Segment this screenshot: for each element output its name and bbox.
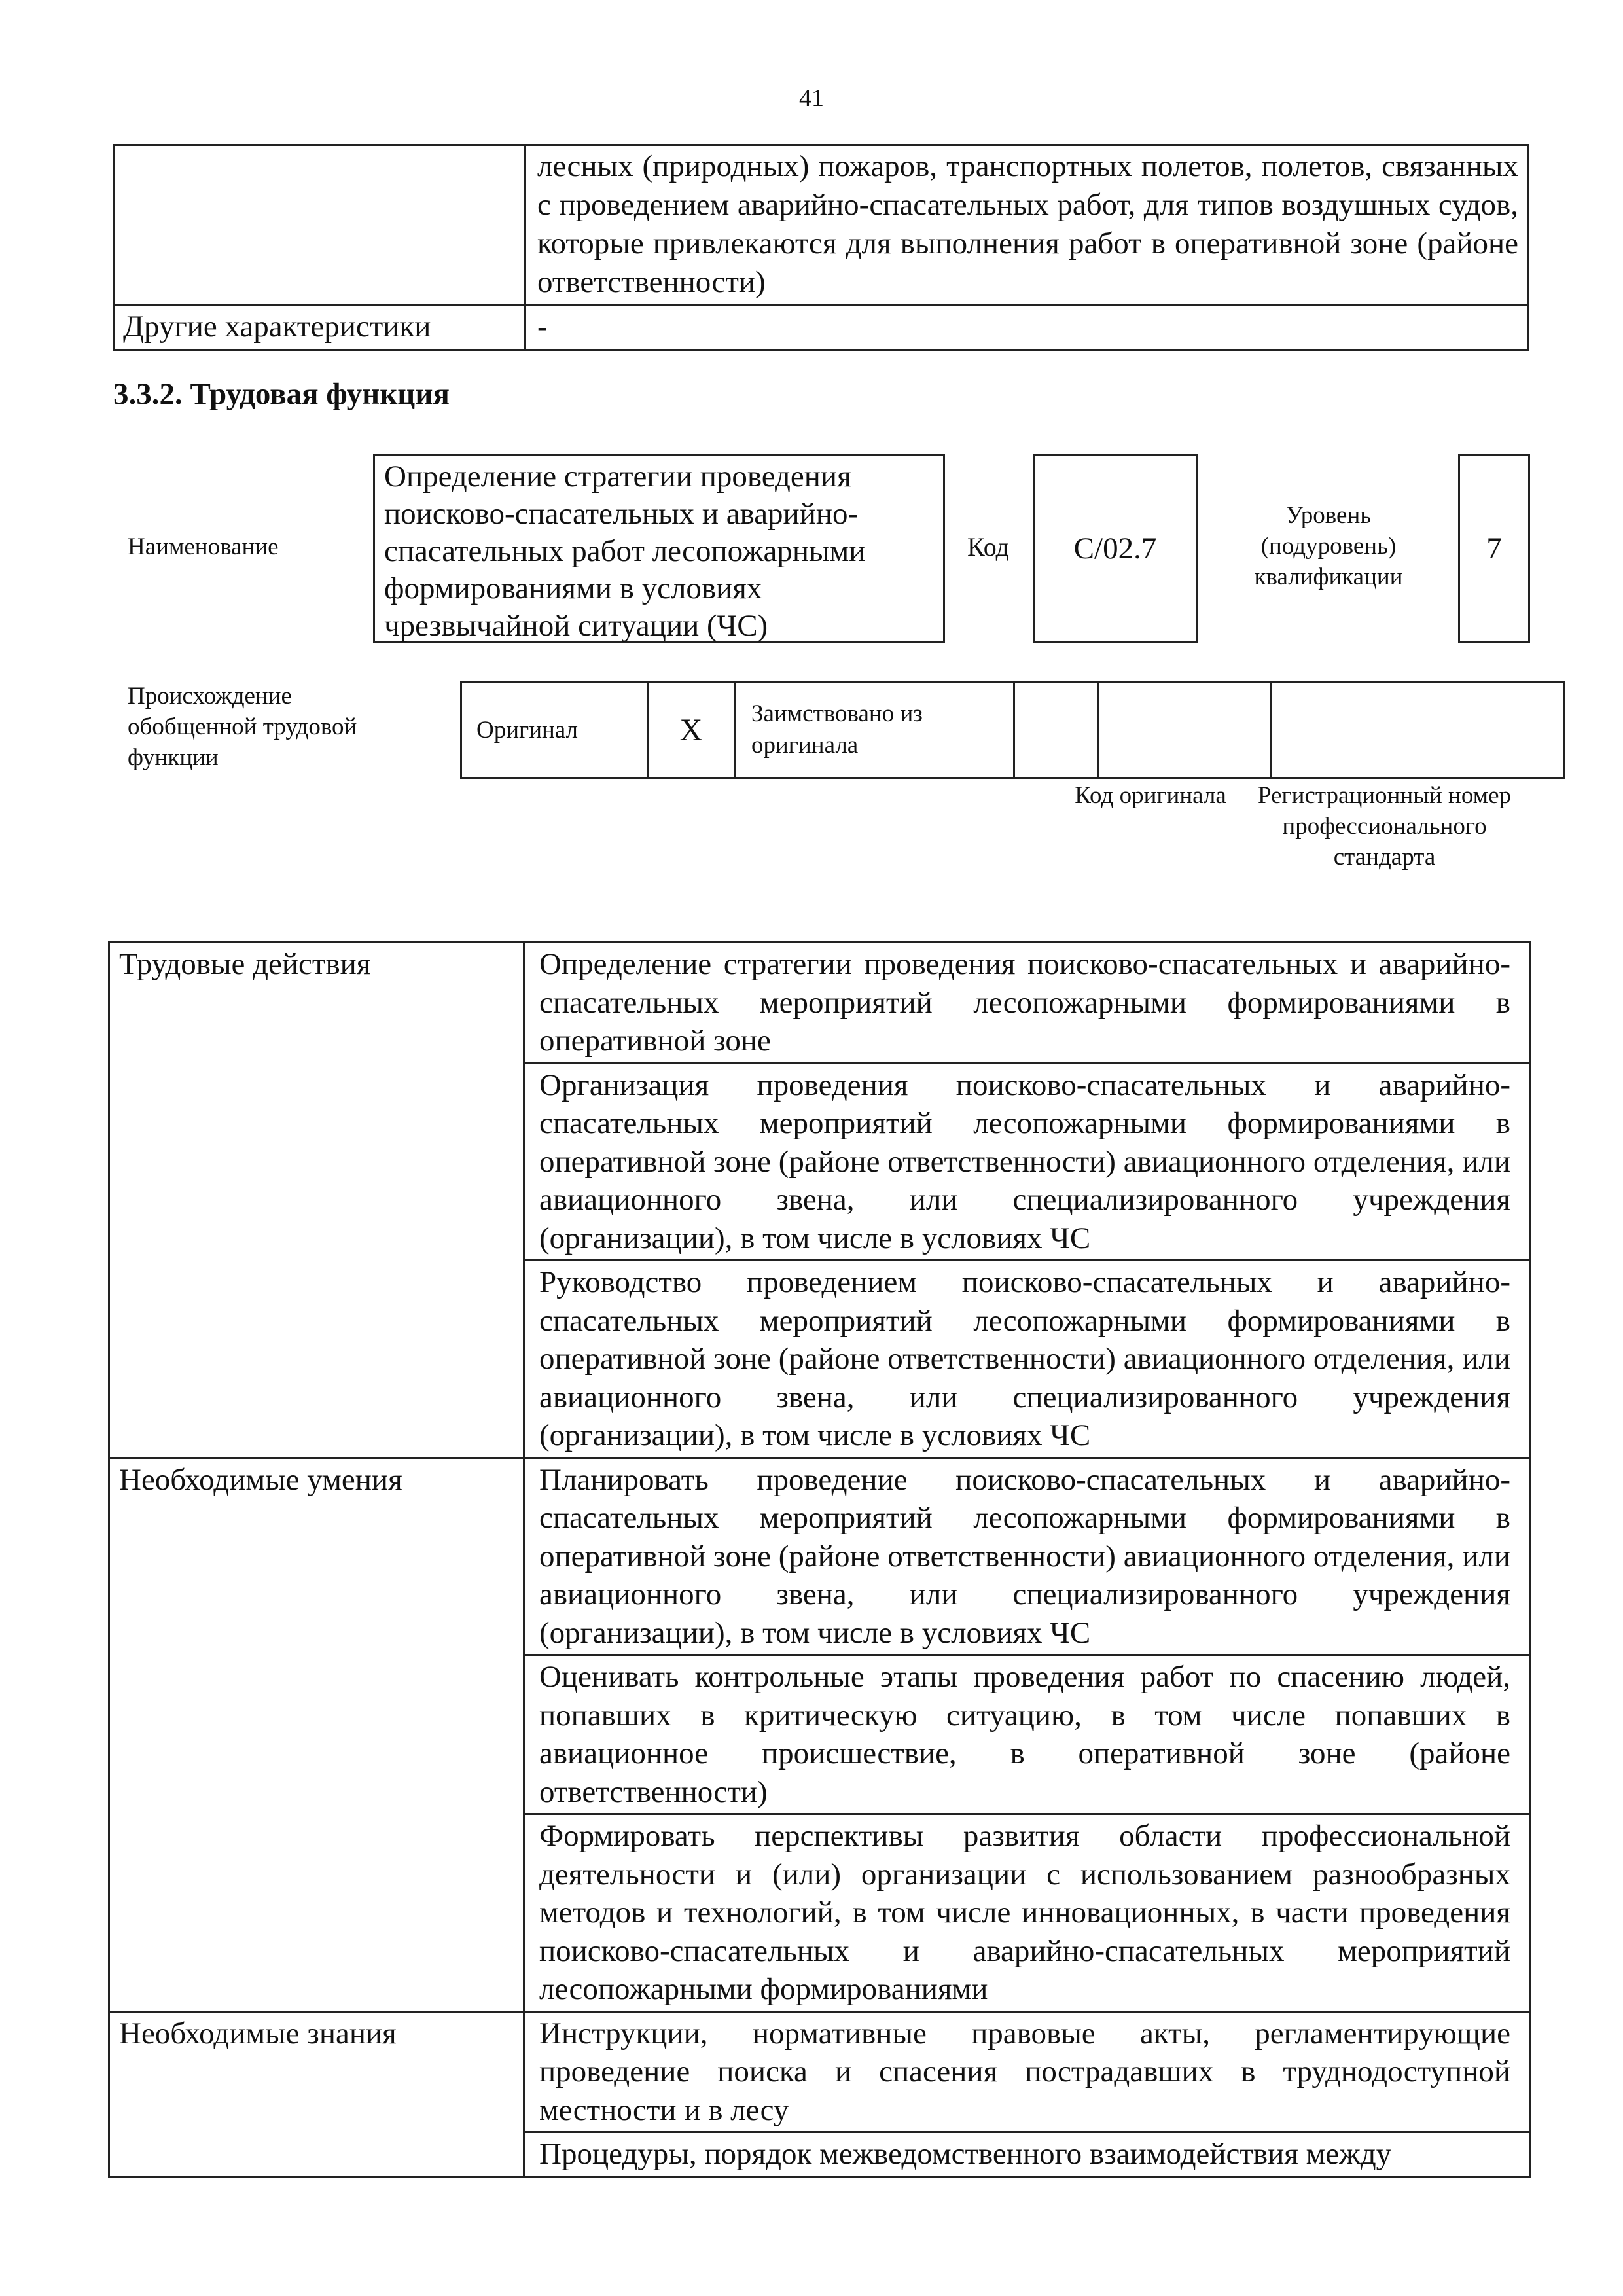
required-skill-item: Формировать перспективы развития области профессиональной деятельности и (или) организации с использованием разнообразных методов и технологий, в том числе инновационных, в части проведения поисково-спасательных и аварийно-спасательных мероприятий лесопожарными формированиями xyxy=(524,1814,1530,2012)
other-characteristics-value: - xyxy=(525,306,1529,350)
labor-action-item: Организация проведения поисково-спасательных и аварийно-спасательных мероприятий лесопожарными формированиями в оперативной зоне (районе ответственности) авиационного отделения, или авиационного звена, или специализированного учреждения (организации), в том числе в условиях ЧС xyxy=(524,1063,1530,1261)
table-row xyxy=(109,1458,1530,1655)
required-knowledge-item: Процедуры, порядок межведомственного взаимодействия между xyxy=(524,2132,1530,2177)
table-row xyxy=(115,145,1529,306)
empty-cell xyxy=(115,145,525,306)
function-code-box: C/02.7 xyxy=(1033,454,1198,643)
registration-number-caption: Регистрационный номер профессионального стандарта xyxy=(1257,782,1511,870)
labor-action-item: Руководство проведением поисково-спасательных и аварийно-спасательных мероприятий лесопожарными формированиями в оперативной зоне (районе ответственности) авиационного отделения, или авиационного звена, или специализированного учреждения (организации), в том числе в условиях ЧС xyxy=(524,1261,1530,1458)
name-label: Наименование xyxy=(128,533,279,560)
required-skills-label: Необходимые умения xyxy=(109,1458,524,2011)
page-number: 41 xyxy=(799,84,824,112)
function-name-box: Определение стратегии проведения поисково-спасательных и аварийно-спасательных работ лесопожарными формированиями в условиях чрезвычайной ситуации (ЧС) xyxy=(373,454,945,643)
table-row xyxy=(461,682,1565,778)
table-row xyxy=(109,2011,1530,2132)
registration-number-cell xyxy=(1272,682,1565,778)
required-skill-item: Оценивать контрольные этапы проведения работ по спасению людей, попавших в критическую ситуацию, в том числе попавших в авиационное происшествие, в оперативной зоне (районе ответственности) xyxy=(524,1655,1530,1814)
function-details-table xyxy=(108,941,1531,2178)
labor-actions-label: Трудовые действия xyxy=(109,942,524,1458)
qualification-level-box: 7 xyxy=(1458,454,1530,643)
borrowed-label: Заимствовано из оригинала xyxy=(735,682,1014,778)
continuation-table xyxy=(113,144,1529,351)
original-code-caption: Код оригинала xyxy=(1075,782,1226,809)
table-row xyxy=(115,306,1529,350)
other-characteristics-label: Другие характеристики xyxy=(115,306,525,350)
code-label: Код xyxy=(967,532,1009,562)
origin-label: Происхождение обобщенной трудовой функции xyxy=(128,683,357,771)
empty-cell xyxy=(1014,682,1098,778)
origin-table xyxy=(460,681,1565,779)
original-code-cell xyxy=(1098,682,1272,778)
continuation-text: лесных (природных) пожаров, транспортных полетов, полетов, связанных с проведением аварийно-спасательных работ, для типов воздушных судов, которые привлекаются для выполнения работ в оперативной зоне (районе ответственности) xyxy=(525,145,1529,306)
section-title: 3.3.2. Трудовая функция xyxy=(113,377,450,411)
qualification-level-label: Уровень (подуровень) квалификации xyxy=(1254,502,1403,590)
original-mark: X xyxy=(648,682,735,778)
original-label: Оригинал xyxy=(461,682,648,778)
table-row xyxy=(109,942,1530,1064)
required-knowledge-label: Необходимые знания xyxy=(109,2011,524,2176)
required-knowledge-item: Инструкции, нормативные правовые акты, регламентирующие проведение поиска и спасения пострадавших в труднодоступной местности и в лесу xyxy=(524,2011,1530,2132)
required-skill-item: Планировать проведение поисково-спасательных и аварийно-спасательных мероприятий лесопожарными формированиями в оперативной зоне (районе ответственности) авиационного отделения, или авиационного звена, или специализированного учреждения (организации), в том числе в условиях ЧС xyxy=(524,1458,1530,1655)
labor-action-item: Определение стратегии проведения поисково-спасательных и аварийно-спасательных мероприятий лесопожарными формированиями в оперативной зоне xyxy=(524,942,1530,1064)
